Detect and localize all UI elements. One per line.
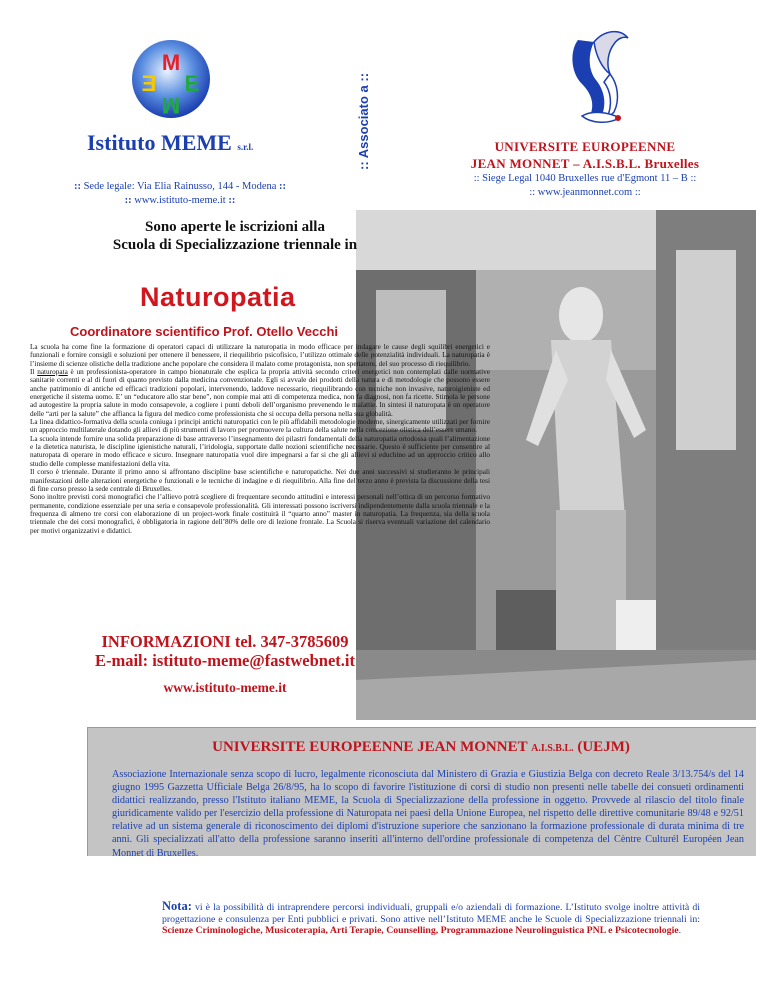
enrollment-line-1: Sono aperte le iscrizioni alla [145,219,325,235]
uejm-address [410,172,760,200]
paragraph-text: è un professionista-operatore in campo bionaturale che esplica la propria attività secondo criteri energetici non contemplati dalle normative sanitarie correnti e al di fuori di quanto previsto dalla medicina convenzionale. Egli si avvale dei prodotti della natura e di metodologie che possono essere anche patrimonio di antiche ed efficaci tradizioni popolari, intervenendo, laddove necessario, riequilibrando con tecniche non invasive, naturoigieniste ed energetiche il sistema uomo. E’ un “educatore allo star bene”, non compie mai atti di competenza medica, non fa diagnosi, non fa ricette. Stimola le persone ad autogestire la propria salute in modo consapevole, a cogliere i punti deboli dell’organismo prevenendo le malattie. In sintesi il naturopata è un operatore delle “arti per la salute” che affianca la figura del medico come professionista che si occupa della persona nella sua globalità. [30,368,490,418]
uejm-title-line-2: JEAN MONNET – A.I.S.B.L. Bruxelles [470,156,700,171]
email-link[interactable]: E-mail: istituto-meme@fastwebnet.it [94,651,356,670]
svg-text:E: E [141,71,157,96]
paragraph-prefix: Il [30,368,38,377]
uejm-web-link[interactable]: www.jeanmonnet.com [537,187,633,198]
meme-suffix: s.r.l. [237,142,254,152]
paragraph: Sono inoltre previsti corsi monografici che l’allievo potrà scegliere di frequentare secondo attitudini e interessi personali nell’ottica di un percorso formativo permanente, condizione essenziale per una seria e consapevole professionalità. Gli interessati possono iscriversi indipendentemente dalla scuola triennale e la frequenza di almeno tre corsi con elaborazione di un project-work finale costituirà il “quarto anno” master in naturopatia. La frequenza, sia della scuola triennale che dei corsi monografici, è obbligatoria in ragione dell’80% delle ore di lezione frontale. La Scuola si riserva eventuali variazione del calendario per motivi organizzativi e didattici. [30,493,490,535]
separator: :: [124,195,132,206]
paragraph: La scuola intende fornire una solida preparazione di base attraverso l’insegnamento dei pilastri fondamentali della naturopatia ortodossa quali l’alimentazione e la dietetica naturista, le discipline igienistiche naturali, l’iridologia, supportate dalle nozioni scientifiche necessarie. Questo è sufficiente per consentire al naturopata di operare in modo efficace e sicuro. Insegnare naturopatia vuol dire impegnarsi a far si che gli allievi si educhino ad un approccio critico allo studio delle complesse manifestazioni della vita. [30,434,490,468]
svg-text:M: M [161,93,181,118]
uejm-box-text: Associazione Internazionale senza scopo di lucro, legalmente riconosciuta dal Ministero di Grazia e Giustizia Belga con decreto Reale 3/13.754/s del 14 giugno 1995 Gazzetta Ufficiale Belga 26/8/95, ha lo scopo di favorire l'istituzione di corsi di studio non presenti nelle tabelle dei consueti ordinamenti didattici realizzando, presso l'Istituto italiano MEME, la Scuola di Specializzazione della professione in oggetto. Provvede al rilascio del titolo finale giuridicamente valido per l'esercizio della professione di Naturopata nei paesi della Unione Europea, nel rispetto delle direttive comunitarie 89/48 e 92/51 relative ad un sistema generale di riconoscimento dei diplomi d'istruzione superiore che sanzionano la formazione professionale di durata minima di tre anni. Gli specializzati all'atto della professione saranno inseriti all'interno dell'ordine professionale di competenza del Cèntre Culturél Européen Jean Monnet di Bruxelles. [112,769,744,859]
associato-label [352,30,392,170]
phone-line: INFORMAZIONI tel. 347-3785609 [101,632,349,651]
uejm-title-line-1: UNIVERSITE EUROPEENNE [494,139,676,154]
coordinator-line: Coordinatore scientifico Prof. Otello Vecchi [70,324,338,339]
sede-web-link[interactable]: www.istituto-meme.it [134,195,226,206]
separator: :: [473,173,480,184]
separator: :: [279,181,287,192]
paragraph: La linea didattico-formativa della scuola coniuga i principi antichi naturopatici con le più affidabili metodologie moderne, sinergicamente utilizzati per fornire un approccio multilaterale dotando gli allievi di più strumenti di lavoro per promuovere la cultura della salute nella concezione olistica dell’essere umano. [30,418,490,435]
uejm-header-title [410,138,760,172]
sede-line: Sede legale: Via Elia Rainusso, 144 - Modena [83,181,277,192]
meme-title [87,130,253,156]
svg-text:E: E [184,71,200,96]
meme-address [30,180,330,208]
separator: :: [529,187,536,198]
separator: :: [73,181,81,192]
enrollment-heading [70,218,400,254]
uejm-box-title-main: UNIVERSITE EUROPEENNE JEAN MONNET [212,739,532,755]
website-link[interactable]: www.istituto-meme.it [163,680,287,695]
svg-text:M: M [161,50,181,75]
naturopata-term: naturopata [37,368,68,377]
course-title: Naturopatia [140,282,296,312]
separator: :: [634,187,641,198]
associato-text: :: Associato a :: [356,72,371,170]
uejm-addr-line: Siege Legal 1040 Bruxelles rue d'Egmont 11 – B [482,173,688,184]
separator: :: [228,195,236,206]
meme-title-text: Istituto MEME [87,130,232,155]
paragraph: Il corso è triennale. Durante il primo anno si affrontano discipline base scientifiche e naturopatiche. Nei due anni successivi si studieranno le principali manifestazioni delle alterazioni energetiche e funzionali e le tecniche di indagine e di riequilibrio. Alla fine del terzo anno è prevista la discussione della tesi di fine corso presso la sede centrale di Bruxelles. [30,468,490,493]
uejm-box-title [87,739,755,756]
meme-logo [130,38,212,120]
note-end: . [678,925,682,936]
paragraph: La scuola ha come fine la formazione di operatori capaci di utilizzare la naturopatia in modo efficace per indagare le cause degli squilibri energetici e funzionali e fornire consigli e soluzioni per ottenere il benessere, il riequilibrio psicofisico, l’utilizzo ottimale delle potenzialità individuali. La naturopatia è l’insieme di scienze olistiche della tradizione anche popolare che considera il malato come protagonista, non spettatore, del suo processo di riequilibrio. [30,343,490,368]
contact-info [30,632,420,696]
note-label: Nota: [162,899,192,913]
uejm-logo [548,20,640,130]
enrollment-line-2: Scuola di Specializzazione triennale in [112,237,358,253]
uejm-box-title-end: (UEJM) [573,739,630,755]
note-text: vi è la possibilità di intraprendere percorsi individuali, gruppali e/o aziendali di formazione. L’Istituto svolge inoltre attività di progettazione e consulenza per Enti pubblici e privati. Sono attive nell’Istituto MEME anche le Scuole di Specializzazione triennali in: [162,902,700,925]
paragraph [30,368,490,418]
separator: :: [690,173,697,184]
note-schools: Scienze Criminologiche, Musicoterapia, Arti Terapie, Counselling, Programmazione Neurolinguistica PNL e Psicotecnologie [162,925,679,936]
note-section [162,901,700,937]
uejm-box-title-aisbl: A.I.S.B.L. [531,743,574,754]
course-description [30,343,490,535]
